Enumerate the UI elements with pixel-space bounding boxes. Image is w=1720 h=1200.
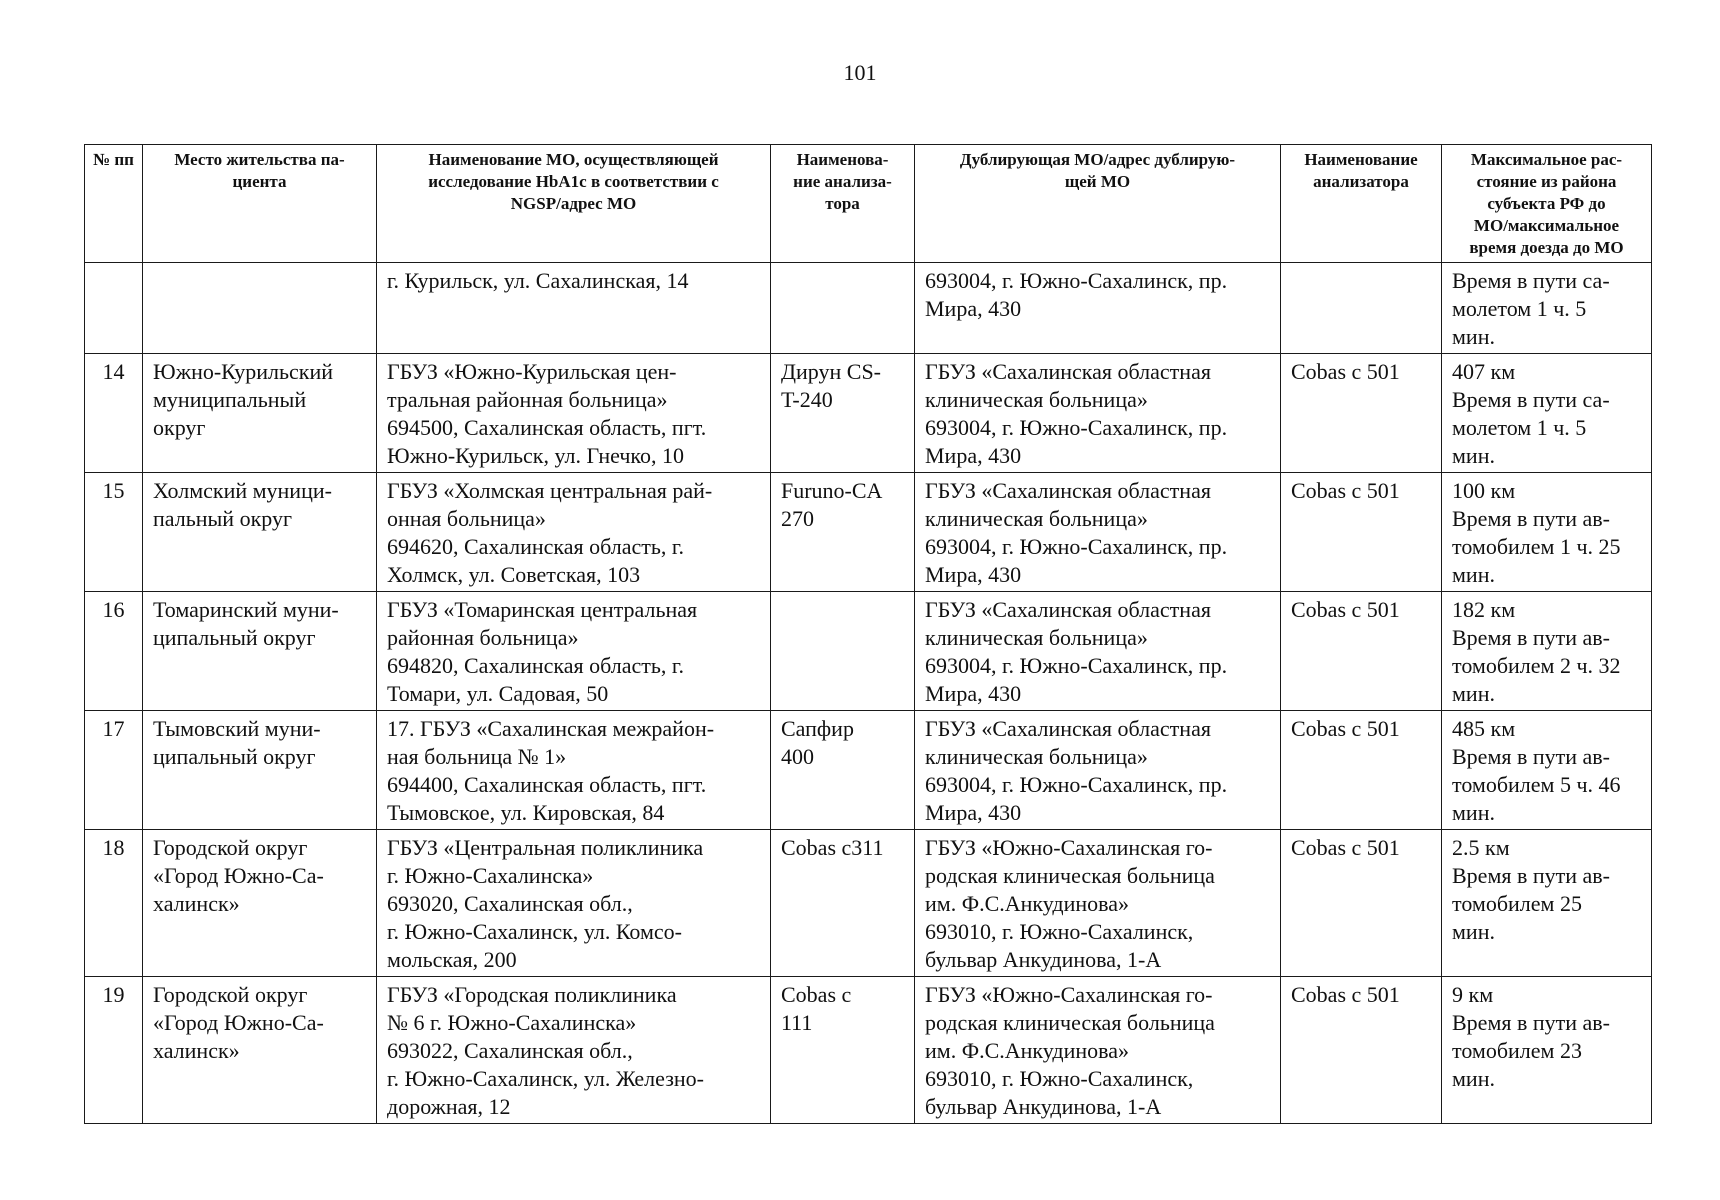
max-distance-time: 9 км Время в пути ав- томобилем 23 мин.: [1442, 977, 1652, 1124]
patient-residence: Тымовский муни- ципальный округ: [143, 711, 377, 830]
max-distance-time: 182 км Время в пути ав- томобилем 2 ч. 32 мин.: [1442, 592, 1652, 711]
max-distance-time: 100 км Время в пути ав- томобилем 1 ч. 25 мин.: [1442, 473, 1652, 592]
table-row: [85, 711, 1652, 830]
backup-analyzer-name: Cobas c 501: [1281, 977, 1442, 1124]
analyzer-name: [771, 263, 915, 354]
patient-residence: Городской округ «Город Южно-Са- халинск»: [143, 977, 377, 1124]
row-number: 19: [85, 977, 143, 1124]
backup-mo-address: ГБУЗ «Южно-Сахалинская го- родская клиническая больница им. Ф.С.Анкудинова» 693010, г. Южно-Сахалинск, бульвар Анкудинова, 1-А: [915, 830, 1281, 977]
patient-residence: Холмский муници- пальный округ: [143, 473, 377, 592]
analyzer-table: [84, 144, 1652, 1124]
table-row: [85, 830, 1652, 977]
table-row: [85, 354, 1652, 473]
patient-residence: Южно-Курильский муниципальный округ: [143, 354, 377, 473]
analyzer-name: Дирун CS- T-240: [771, 354, 915, 473]
analyzer-name: Cobas c 111: [771, 977, 915, 1124]
max-distance-time: 2.5 км Время в пути ав- томобилем 25 мин.: [1442, 830, 1652, 977]
header-patient-residence: Место жительства па- циента: [143, 145, 377, 263]
row-number: 15: [85, 473, 143, 592]
patient-residence: Томаринский муни- ципальный округ: [143, 592, 377, 711]
row-number: 17: [85, 711, 143, 830]
row-number: 16: [85, 592, 143, 711]
page-number: 101: [843, 60, 877, 85]
analyzer-name: [771, 592, 915, 711]
backup-mo-address: ГБУЗ «Южно-Сахалинская го- родская клиническая больница им. Ф.С.Анкудинова» 693010, г. Южно-Сахалинск, бульвар Анкудинова, 1-А: [915, 977, 1281, 1124]
backup-mo-address: ГБУЗ «Сахалинская областная клиническая больница» 693004, г. Южно-Сахалинск, пр. Мира, 430: [915, 354, 1281, 473]
mo-name-address: ГБУЗ «Центральная поликлиника г. Южно-Сахалинска» 693020, Сахалинская обл., г. Южно-Сахалинск, ул. Комсо- мольская, 200: [377, 830, 771, 977]
table-row: [85, 473, 1652, 592]
mo-name-address: ГБУЗ «Томаринская центральная районная больница» 694820, Сахалинская область, г. Томари, ул. Садовая, 50: [377, 592, 771, 711]
backup-analyzer-name: Cobas c 501: [1281, 592, 1442, 711]
backup-mo-address: ГБУЗ «Сахалинская областная клиническая больница» 693004, г. Южно-Сахалинск, пр. Мира, 430: [915, 473, 1281, 592]
mo-name-address: ГБУЗ «Южно-Курильская цен- тральная районная больница» 694500, Сахалинская область, пгт. Южно-Курильск, ул. Гнечко, 10: [377, 354, 771, 473]
backup-analyzer-name: Cobas c 501: [1281, 711, 1442, 830]
backup-analyzer-name: Cobas c 501: [1281, 830, 1442, 977]
mo-name-address: г. Курильск, ул. Сахалинская, 14: [377, 263, 771, 354]
analyzer-name: Furuno-CA 270: [771, 473, 915, 592]
header-analyzer-name: Наименова- ние анализа- тора: [771, 145, 915, 263]
max-distance-time: Время в пути са- молетом 1 ч. 5 мин.: [1442, 263, 1652, 354]
header-number: № пп: [85, 145, 143, 263]
backup-mo-address: ГБУЗ «Сахалинская областная клиническая больница» 693004, г. Южно-Сахалинск, пр. Мира, 430: [915, 592, 1281, 711]
backup-mo-address: 693004, г. Южно-Сахалинск, пр. Мира, 430: [915, 263, 1281, 354]
backup-analyzer-name: Cobas c 501: [1281, 473, 1442, 592]
max-distance-time: 485 км Время в пути ав- томобилем 5 ч. 46 мин.: [1442, 711, 1652, 830]
row-number: [85, 263, 143, 354]
analyzer-name: Cobas c311: [771, 830, 915, 977]
mo-name-address: 17. ГБУЗ «Сахалинская межрайон- ная больница № 1» 694400, Сахалинская область, пгт. Тымовское, ул. Кировская, 84: [377, 711, 771, 830]
backup-analyzer-name: Cobas c 501: [1281, 354, 1442, 473]
table-row: [85, 263, 1652, 354]
header-backup-mo-address: Дублирующая МО/адрес дублирую- щей МО: [915, 145, 1281, 263]
max-distance-time: 407 км Время в пути са- молетом 1 ч. 5 мин.: [1442, 354, 1652, 473]
table-row: [85, 592, 1652, 711]
row-number: 14: [85, 354, 143, 473]
table-row: [85, 977, 1652, 1124]
mo-name-address: ГБУЗ «Городская поликлиника № 6 г. Южно-Сахалинска» 693022, Сахалинская обл., г. Южно-Сахалинск, ул. Железно- дорожная, 12: [377, 977, 771, 1124]
analyzer-name: Сапфир 400: [771, 711, 915, 830]
table-header-row: [85, 145, 1652, 263]
header-max-distance-time: Максимальное рас- стояние из района субъекта РФ до МО/максимальное время доезда до МО: [1442, 145, 1652, 263]
header-mo-name-address: Наименование МО, осуществляющей исследование HbA1c в соответствии с NGSP/адрес МО: [377, 145, 771, 263]
backup-mo-address: ГБУЗ «Сахалинская областная клиническая больница» 693004, г. Южно-Сахалинск, пр. Мира, 430: [915, 711, 1281, 830]
mo-name-address: ГБУЗ «Холмская центральная рай- онная больница» 694620, Сахалинская область, г. Холмск, ул. Советская, 103: [377, 473, 771, 592]
patient-residence: Городской округ «Город Южно-Са- халинск»: [143, 830, 377, 977]
row-number: 18: [85, 830, 143, 977]
patient-residence: [143, 263, 377, 354]
backup-analyzer-name: [1281, 263, 1442, 354]
header-backup-analyzer-name: Наименование анализатора: [1281, 145, 1442, 263]
